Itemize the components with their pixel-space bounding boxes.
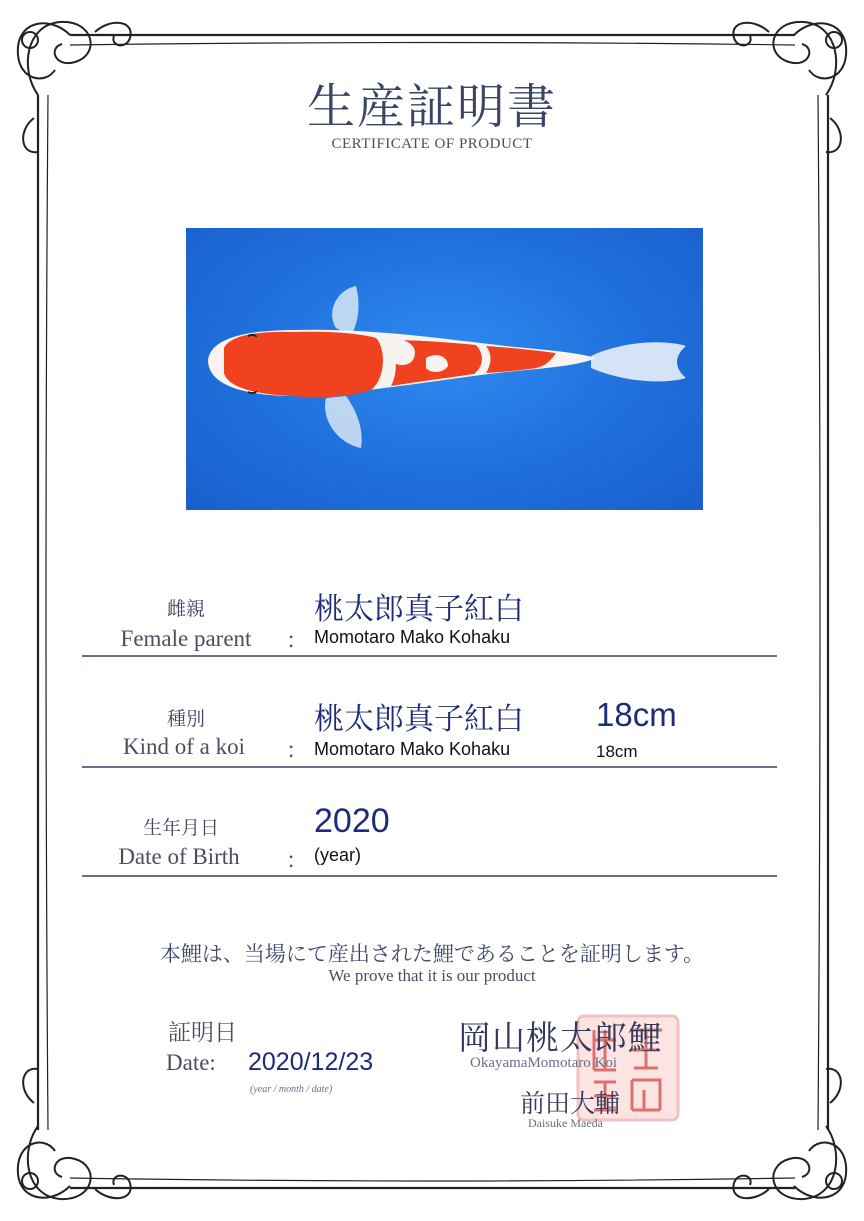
kind-value-en: Momotaro Mako Kohaku	[314, 739, 511, 759]
owner-name-en: Daisuke Maeda	[528, 1116, 603, 1130]
certification-date-label-en: Date:	[166, 1050, 216, 1075]
owner-name-ja: 前田大輔	[520, 1089, 621, 1118]
kind-colon: ：	[286, 738, 309, 763]
koi-fish-illustration	[186, 228, 703, 510]
kind-rule	[82, 766, 777, 768]
koi-photo	[186, 228, 703, 510]
female-parent-label-ja: 雌親	[166, 598, 205, 620]
birth-year-unit: (year)	[314, 845, 362, 865]
birth-label-en: Date of Birth	[118, 844, 240, 869]
certificate-title-ja: 生産証明書	[306, 79, 557, 135]
certification-date-format: (year / month / date)	[250, 1084, 333, 1095]
corner-flourish-bottom-right	[733, 1069, 846, 1199]
certification-date-value: 2020/12/23	[248, 1048, 374, 1076]
statement-en: We prove that it is our product	[328, 966, 536, 985]
size-value-big: 18cm	[596, 696, 677, 733]
statement-ja: 本鯉は、当場にて産出された鯉であることを証明します。	[159, 942, 705, 966]
certification-date-label-ja: 証明日	[168, 1020, 237, 1046]
female-parent-rule	[82, 655, 777, 657]
birth-colon: ：	[286, 848, 309, 873]
birth-rule	[82, 875, 777, 877]
birth-label-ja: 生年月日	[142, 817, 219, 839]
farm-name-ja: 岡山桃太郎鯉	[458, 1018, 662, 1057]
size-value-small: 18cm	[596, 742, 638, 761]
female-parent-label-en: Female parent	[120, 626, 252, 651]
birth-year-value: 2020	[314, 802, 390, 840]
female-parent-value-en: Momotaro Mako Kohaku	[314, 627, 511, 647]
kind-label-ja: 種別	[166, 708, 205, 730]
kind-value-ja: 桃太郎真子紅白	[314, 702, 524, 737]
female-parent-value-ja: 桃太郎真子紅白	[314, 592, 524, 627]
farm-name-en: OkayamaMomotaro Koi	[470, 1055, 618, 1071]
certificate-title-en: CERTIFICATE OF PRODUCT	[331, 136, 533, 152]
female-parent-colon: ：	[286, 628, 309, 653]
kind-label-en: Kind of a koi	[122, 734, 245, 759]
corner-flourish-bottom-left	[18, 1069, 131, 1199]
